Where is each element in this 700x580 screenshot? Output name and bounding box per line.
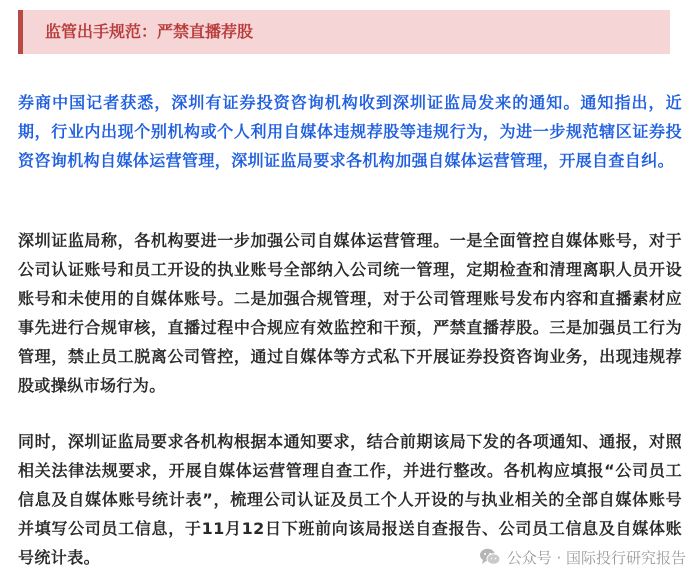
body-paragraph-selfcheck: 同时，深圳证监局要求各机构根据本通知要求，结合前期该局下发的各项通知、通报，对照相关法律法规要求，开展自媒体运营管理自查工作，并进行整改。各机构应填报“公司员工信息及自媒体账号统计表”，梳理公司认证及员工个人开设的与执业相关的全部自媒体账号并填写公司员工信息，于11月12日下班前向该局报送自查报告、公司员工信息及自媒体账号统计表。 (18, 432, 682, 567)
body-paragraph-measures: 深圳证监局称，各机构要进一步加强公司自媒体运营管理。一是全面管控自媒体账号，对于公司认证账号和员工开设的执业账号全部纳入公司统一管理，定期检查和清理离职人员开设账号和未使用的自媒体账号。二是加强合规管理，对于公司管理账号发布内容和直播素材应事先进行合规审核，直播过程中合规应有效监控和干预，严禁直播荐股。三是加强员工行为管理，禁止员工脱离公司管控，通过自媒体等方式私下开展证券投资咨询业务，出现违规荐股或操纵市场行为。 (18, 231, 682, 395)
section-header (18, 10, 670, 54)
watermark (473, 544, 686, 570)
lead-paragraph: 券商中国记者获悉，深圳有证券投资咨询机构收到深圳证监局发来的通知。通知指出，近期，行业内出现个别机构或个人利用自媒体违规荐股等违规行为，为进一步规范辖区证券投资咨询机构自媒体运营管理，深圳证监局要求各机构加强自媒体运营管理，开展自查自纠。 (18, 93, 682, 170)
wechat-icon (479, 547, 501, 567)
watermark-text: 公众号 · 国际投行研究报告 (506, 548, 686, 567)
section-title: 监管出手规范：严禁直播荐股 (45, 22, 254, 41)
